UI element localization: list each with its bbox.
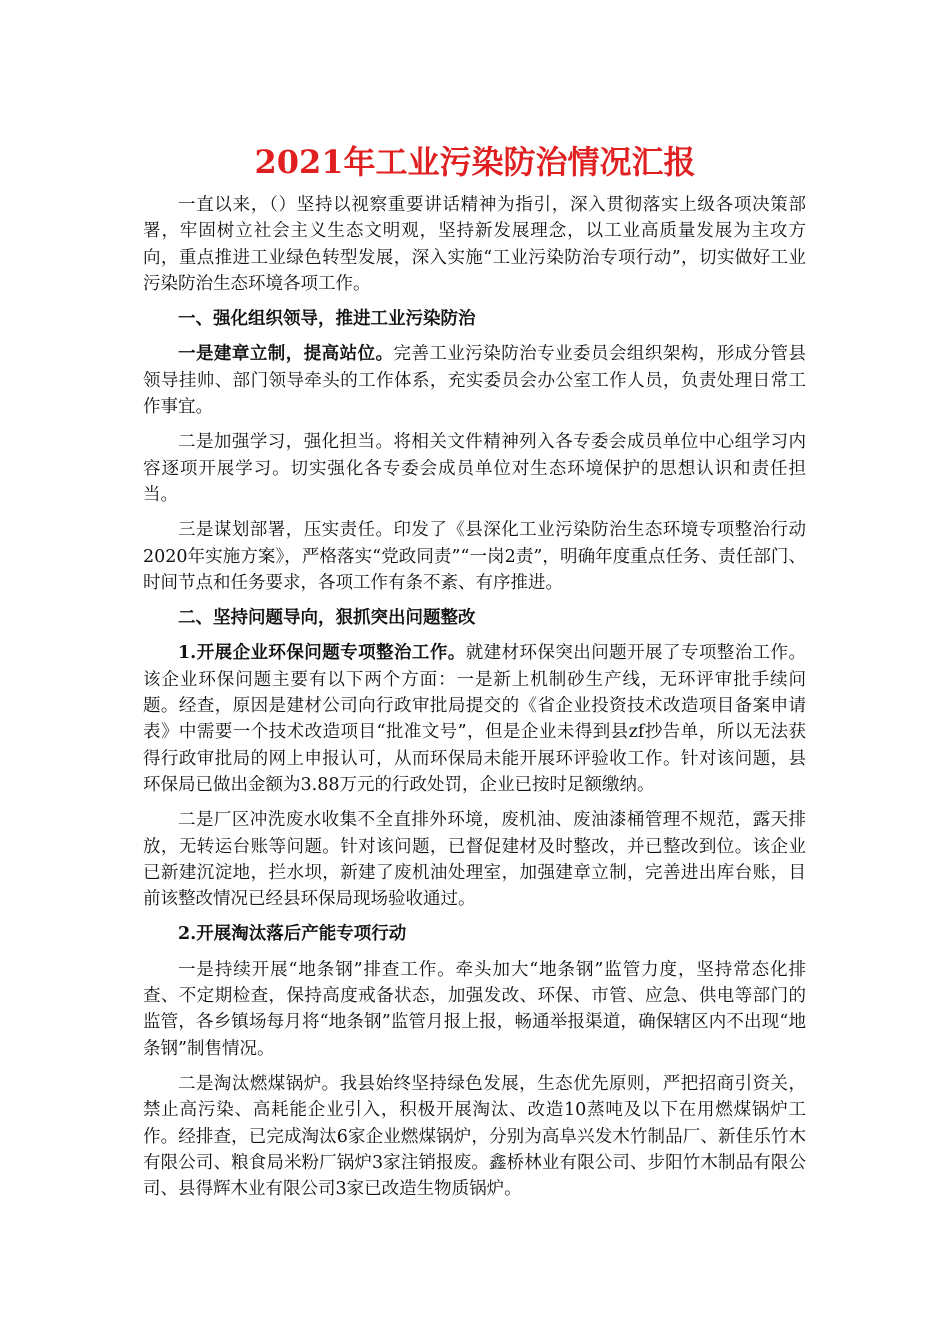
paragraph-boilers: 二是淘汰燃煤锅炉。我县始终坚持绿色发展，生态优先原则，严把招商引资关，禁止高污染、高耗能企业引入，积极开展淘汰、改造10蒸吨及以下在用燃煤锅炉工作。经排查，已完成淘汰6家企业燃煤锅炉，分别为高阜兴发木竹制品厂、新佳乐竹木有限公司、粮食局米粉厂锅炉3家注销报废。鑫桥林业有限公司、步阳竹木制品有限公司、县得辉木业有限公司3家已改造生物质锅炉。	[143, 1073, 806, 1200]
paragraph-wastewater: 二是厂区冲洗废水收集不全直排外环境，废机油、废油漆桶管理不规范，露天排放，无转运台账等问题。针对该问题，已督促建材及时整改，并已整改到位。该企业已新建沉淀地，拦水坝，新建了废机油处理室，加强建章立制，完善进出库台账，目前该整改情况已经县环保局现场验收通过。	[143, 810, 806, 910]
paragraph-steel: 一是持续开展“地条钢”排查工作。牵头加大“地条钢”监管力度，坚持常态化排查、不定期检查，保持高度戒备状态，加强发改、环保、市管、应急、供电等部门的监管，各乡镇场每月将“地条钢”监管月报上报，畅通举报渠道，确保辖区内不出现“地条钢”制售情况。	[143, 959, 806, 1059]
paragraph-rules	[143, 341, 806, 420]
document-body	[143, 192, 806, 1211]
paragraph-lead: 1.开展企业环保问题专项整治工作。	[178, 643, 466, 664]
paragraph-text: 就建材环保突出问题开展了专项整治工作。该企业环保问题主要有以下两个方面：一是新上机制砂生产线，无环评审批手续问题。经查，原因是建材公司向行政审批局提交的《省企业投资技术改造项目备案申请表》中需要一个技术改造项目“批准文号”，但是企业未得到县zf抄告单，所以无法获得行政审批局的网上申报认可，从而环保局未能开展环评验收工作。针对该问题，县环保局已做出金额为3.88万元的行政处罚，企业已按时足额缴纳。	[143, 643, 806, 795]
paragraph-lead: 一是建章立制，提高站位。	[178, 344, 394, 365]
paragraph-planning: 三是谋划部署，压实责任。印发了《县深化工业污染防治生态环境专项整治行动2020年实施方案》，严格落实“党政同责”“一岗2责”，明确年度重点任务、责任部门、时间节点和任务要求，各项工作有条不紊、有序推进。	[143, 520, 806, 593]
section-heading-2: 二、坚持问题导向，狠抓突出问题整改	[178, 608, 476, 629]
paragraph-text: 完善工业污染防治专业委员会组织架构，形成分管县领导挂帅、部门领导牵头的工作体系，充实委员会办公室工作人员，负责处理日常工作事宜。	[143, 344, 807, 418]
paragraph-enterprise	[143, 640, 806, 798]
paragraph-study: 二是加强学习，强化担当。将相关文件精神列入各专委会成员单位中心组学习内容逐项开展学习。切实强化各专委会成员单位对生态环境保护的思想认识和责任担当。	[143, 432, 806, 505]
document-title: 2021年工业污染防治情况汇报	[254, 143, 696, 181]
section-heading-3: 2.开展淘汰落后产能专项行动	[178, 924, 407, 945]
section-heading-1: 一、强化组织领导，推进工业污染防治	[178, 309, 476, 330]
intro-paragraph: 一直以来，（）坚持以视察重要讲话精神为指引，深入贯彻落实上级各项决策部署，牢固树立社会主义生态文明观，坚持新发展理念，以工业高质量发展为主攻方向，重点推进工业绿色转型发展，深入实施“工业污染防治专项行动”，切实做好工业污染防治生态环境各项工作。	[143, 195, 806, 294]
